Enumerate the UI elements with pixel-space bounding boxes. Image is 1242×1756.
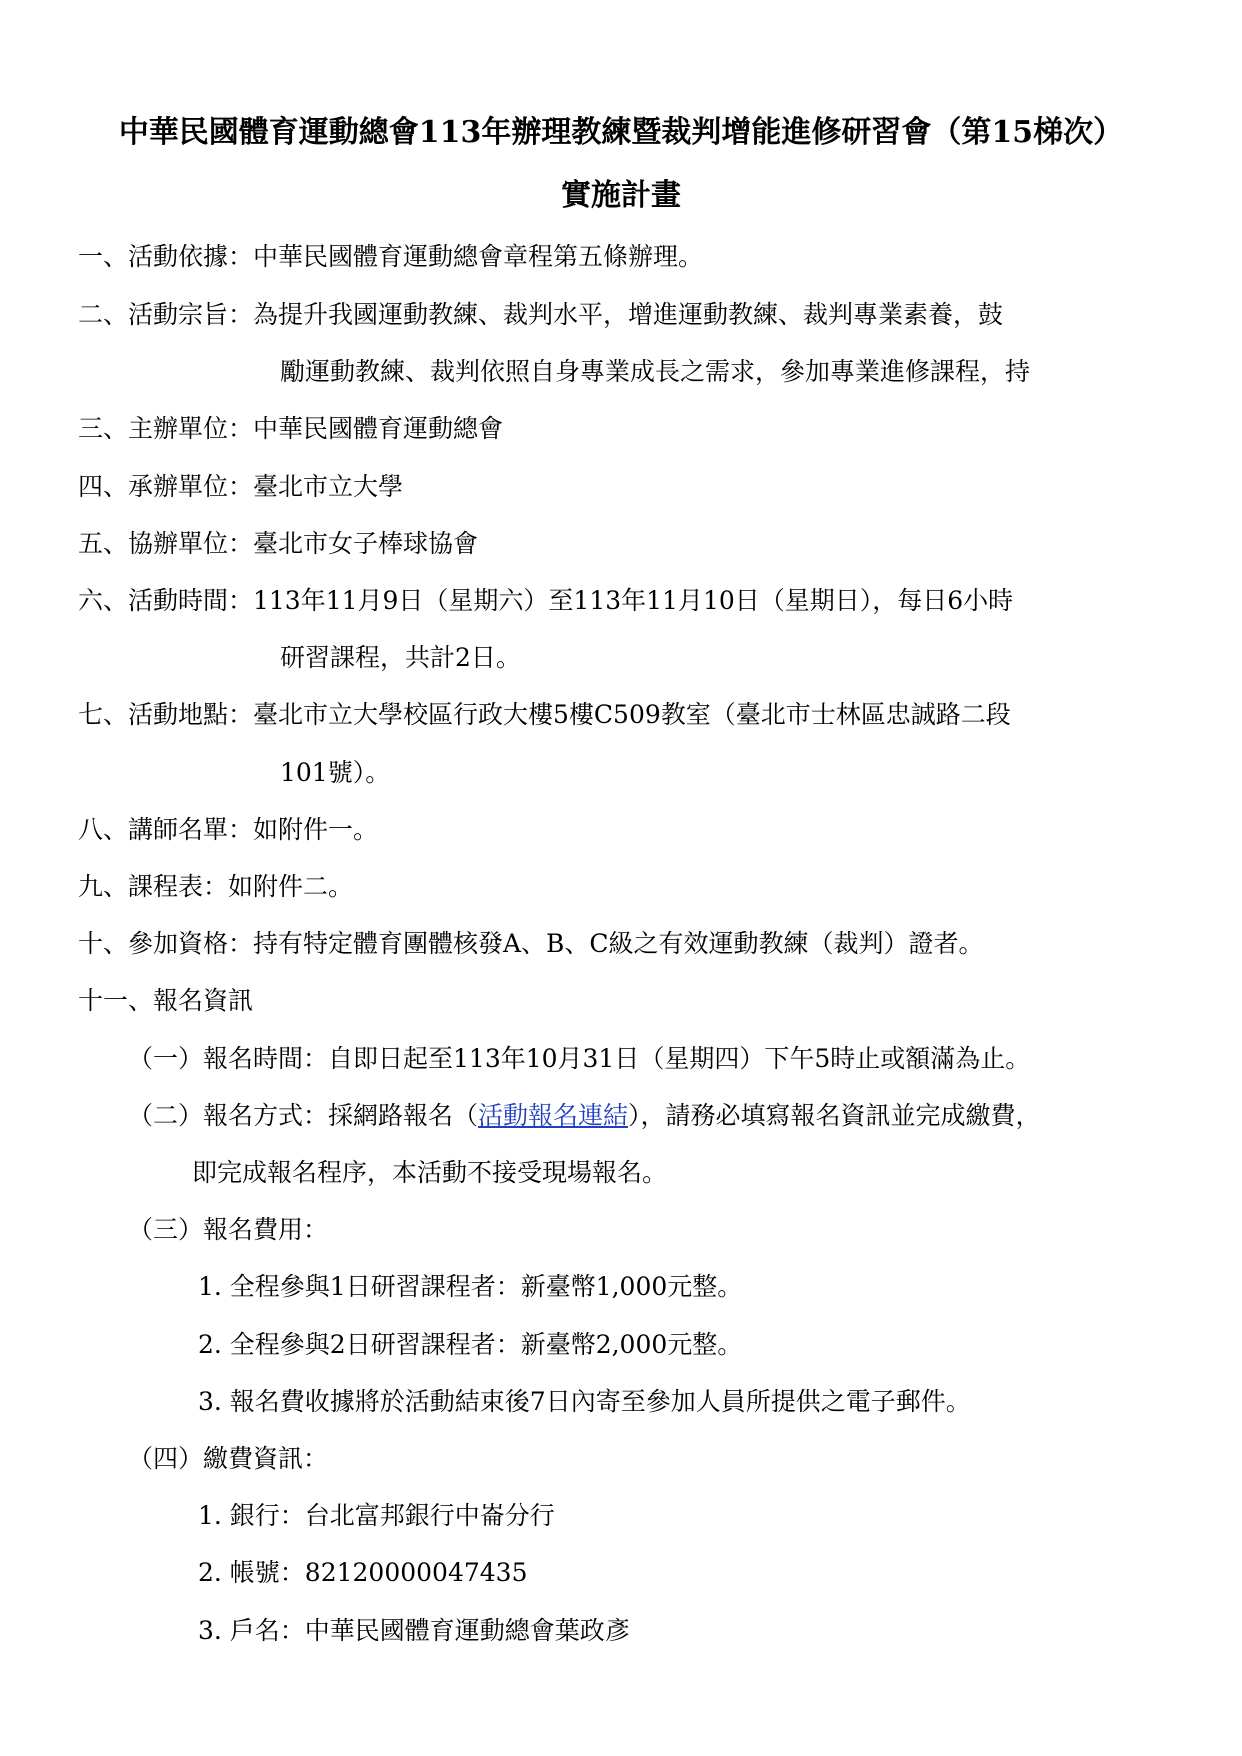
item-co-organizer: 五、協辦單位：臺北市女子棒球協會 <box>78 529 479 558</box>
item-eligibility: 十、參加資格：持有特定體育團體核發A、B、C級之有效運動教練（裁判）證者。 <box>78 929 984 958</box>
item-organizer: 三、主辦單位：中華民國體育運動總會 <box>78 414 504 443</box>
item-location-cont: 101號）。 <box>280 758 391 787</box>
fee-one-day: 1. 全程參與1日研習課程者：新臺幣1,000元整。 <box>198 1272 743 1301</box>
registration-method <box>128 1099 1041 1133</box>
registration-link[interactable]: 活動報名連結 <box>478 1101 629 1130</box>
item-basis: 一、活動依據：中華民國體育運動總會章程第五條辦理。 <box>78 242 704 271</box>
document-title-line1: 中華民國體育運動總會113年辦理教練暨裁判增能進修研習會（第15梯次） <box>118 115 1124 150</box>
document-title-line2: 實施計畫 <box>561 178 681 213</box>
payment-heading: （四）繳費資訊： <box>128 1444 329 1473</box>
registration-time: （一）報名時間：自即日起至113年10月31日（星期四）下午5時止或額滿為止。 <box>128 1044 1031 1073</box>
registration-method-cont: 即完成報名程序，本活動不接受現場報名。 <box>192 1158 668 1187</box>
fee-receipt: 3. 報名費收據將於活動結束後7日內寄至參加人員所提供之電子郵件。 <box>198 1387 971 1416</box>
item-host: 四、承辦單位：臺北市立大學 <box>78 472 404 501</box>
payment-account-name: 3. 戶名：中華民國體育運動總會葉政彥 <box>198 1616 630 1645</box>
fee-two-day: 2. 全程參與2日研習課程者：新臺幣2,000元整。 <box>198 1330 743 1359</box>
item-lecturers: 八、講師名單：如附件一。 <box>78 815 379 844</box>
registration-method-suffix: ），請務必填寫報名資訊並完成繳費， <box>628 1101 1041 1130</box>
item-time: 六、活動時間：113年11月9日（星期六）至113年11月10日（星期日），每日6小時 <box>78 586 1014 615</box>
registration-method-prefix: （二）報名方式：採網路報名（ <box>128 1101 479 1130</box>
item-purpose-cont: 勵運動教練、裁判依照自身專業成長之需求，參加專業進修課程，持 <box>280 357 1031 386</box>
payment-account: 2. 帳號：82120000047435 <box>198 1558 528 1587</box>
item-purpose: 二、活動宗旨：為提升我國運動教練、裁判水平，增進運動教練、裁判專業素養，鼓 <box>78 300 1004 329</box>
payment-bank: 1. 銀行：台北富邦銀行中崙分行 <box>198 1501 555 1530</box>
item-location: 七、活動地點：臺北市立大學校區行政大樓5樓C509教室（臺北市士林區忠誠路二段 <box>78 700 1011 729</box>
item-schedule: 九、課程表：如附件二。 <box>78 872 354 901</box>
item-time-cont: 研習課程，共計2日。 <box>280 643 521 672</box>
registration-fee-heading: （三）報名費用： <box>128 1215 329 1244</box>
item-registration-heading: 十一、報名資訊 <box>78 986 254 1015</box>
